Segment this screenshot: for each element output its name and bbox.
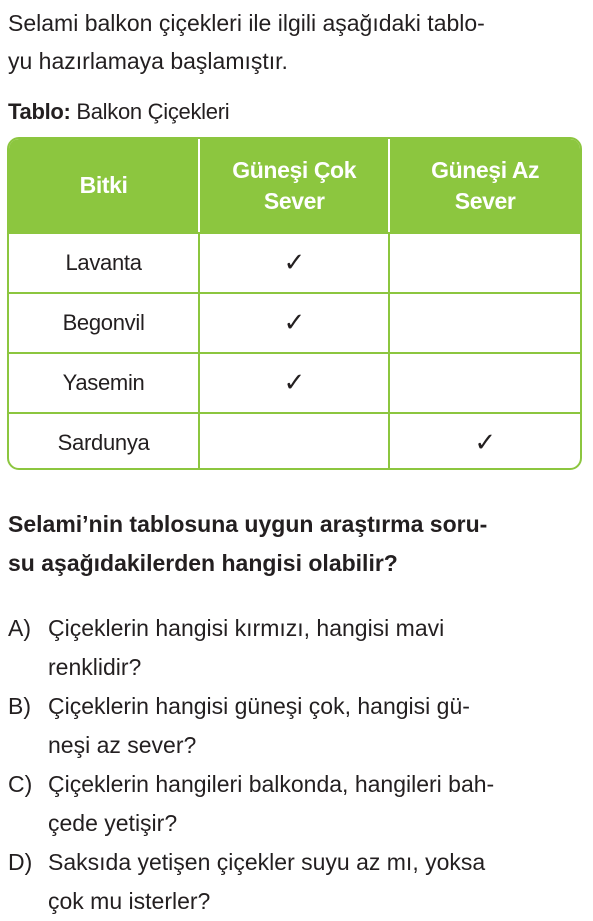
table-row xyxy=(9,413,580,470)
caption-title: Balkon Çiçekleri xyxy=(76,99,230,124)
check-mark-icon: ✓ xyxy=(389,413,580,470)
plant-name-cell: Lavanta xyxy=(9,233,199,293)
question-line-2: su aşağıdakilerden hangisi olabilir? xyxy=(8,550,398,576)
empty-cell xyxy=(389,293,580,353)
table-caption xyxy=(8,96,229,128)
option-letter: A) xyxy=(8,615,31,641)
plant-name-cell: Yasemin xyxy=(9,353,199,413)
empty-cell xyxy=(389,353,580,413)
option-text: Çiçeklerin hangisi güneşi çok, hangisi gü- neşi az sever? xyxy=(48,693,470,758)
question-text xyxy=(8,505,584,583)
table-header-row xyxy=(9,139,580,233)
check-mark-icon: ✓ xyxy=(199,293,389,353)
empty-cell xyxy=(199,413,389,470)
header-likes-sun-little: Güneşi Az Sever xyxy=(389,139,580,233)
option-a[interactable] xyxy=(8,609,586,687)
table-row xyxy=(9,233,580,293)
option-text: Çiçeklerin hangisi kırmızı, hangisi mavi renklidir? xyxy=(48,615,445,680)
option-letter: B) xyxy=(8,693,31,719)
option-letter: D) xyxy=(8,849,33,875)
header-likes-sun-much: Güneşi Çok Sever xyxy=(199,139,389,233)
table-row xyxy=(9,293,580,353)
empty-cell xyxy=(389,233,580,293)
option-text: Saksıda yetişen çiçekler suyu az mı, yoksa çok mu isterler? xyxy=(48,849,486,914)
option-d[interactable] xyxy=(8,843,586,921)
plant-name-cell: Sardunya xyxy=(9,413,199,470)
option-b[interactable] xyxy=(8,687,586,765)
option-c[interactable] xyxy=(8,765,586,843)
plant-name-cell: Begonvil xyxy=(9,293,199,353)
option-letter: C) xyxy=(8,771,33,797)
intro-text xyxy=(8,4,584,80)
check-mark-icon: ✓ xyxy=(199,353,389,413)
answer-options xyxy=(8,609,586,921)
table-row xyxy=(9,353,580,413)
balcony-flowers-table xyxy=(7,137,582,470)
header-plant: Bitki xyxy=(9,139,199,233)
question-line-1: Selami’nin tablosuna uygun araştırma soru- xyxy=(8,511,488,537)
intro-line-2: yu hazırlamaya başlamıştır. xyxy=(8,48,288,74)
intro-line-1: Selami balkon çiçekleri ile ilgili aşağıdaki tablo- xyxy=(8,10,485,36)
check-mark-icon: ✓ xyxy=(199,233,389,293)
caption-label: Tablo: xyxy=(8,99,71,124)
option-text: Çiçeklerin hangileri balkonda, hangileri bah- çede yetişir? xyxy=(48,771,495,836)
